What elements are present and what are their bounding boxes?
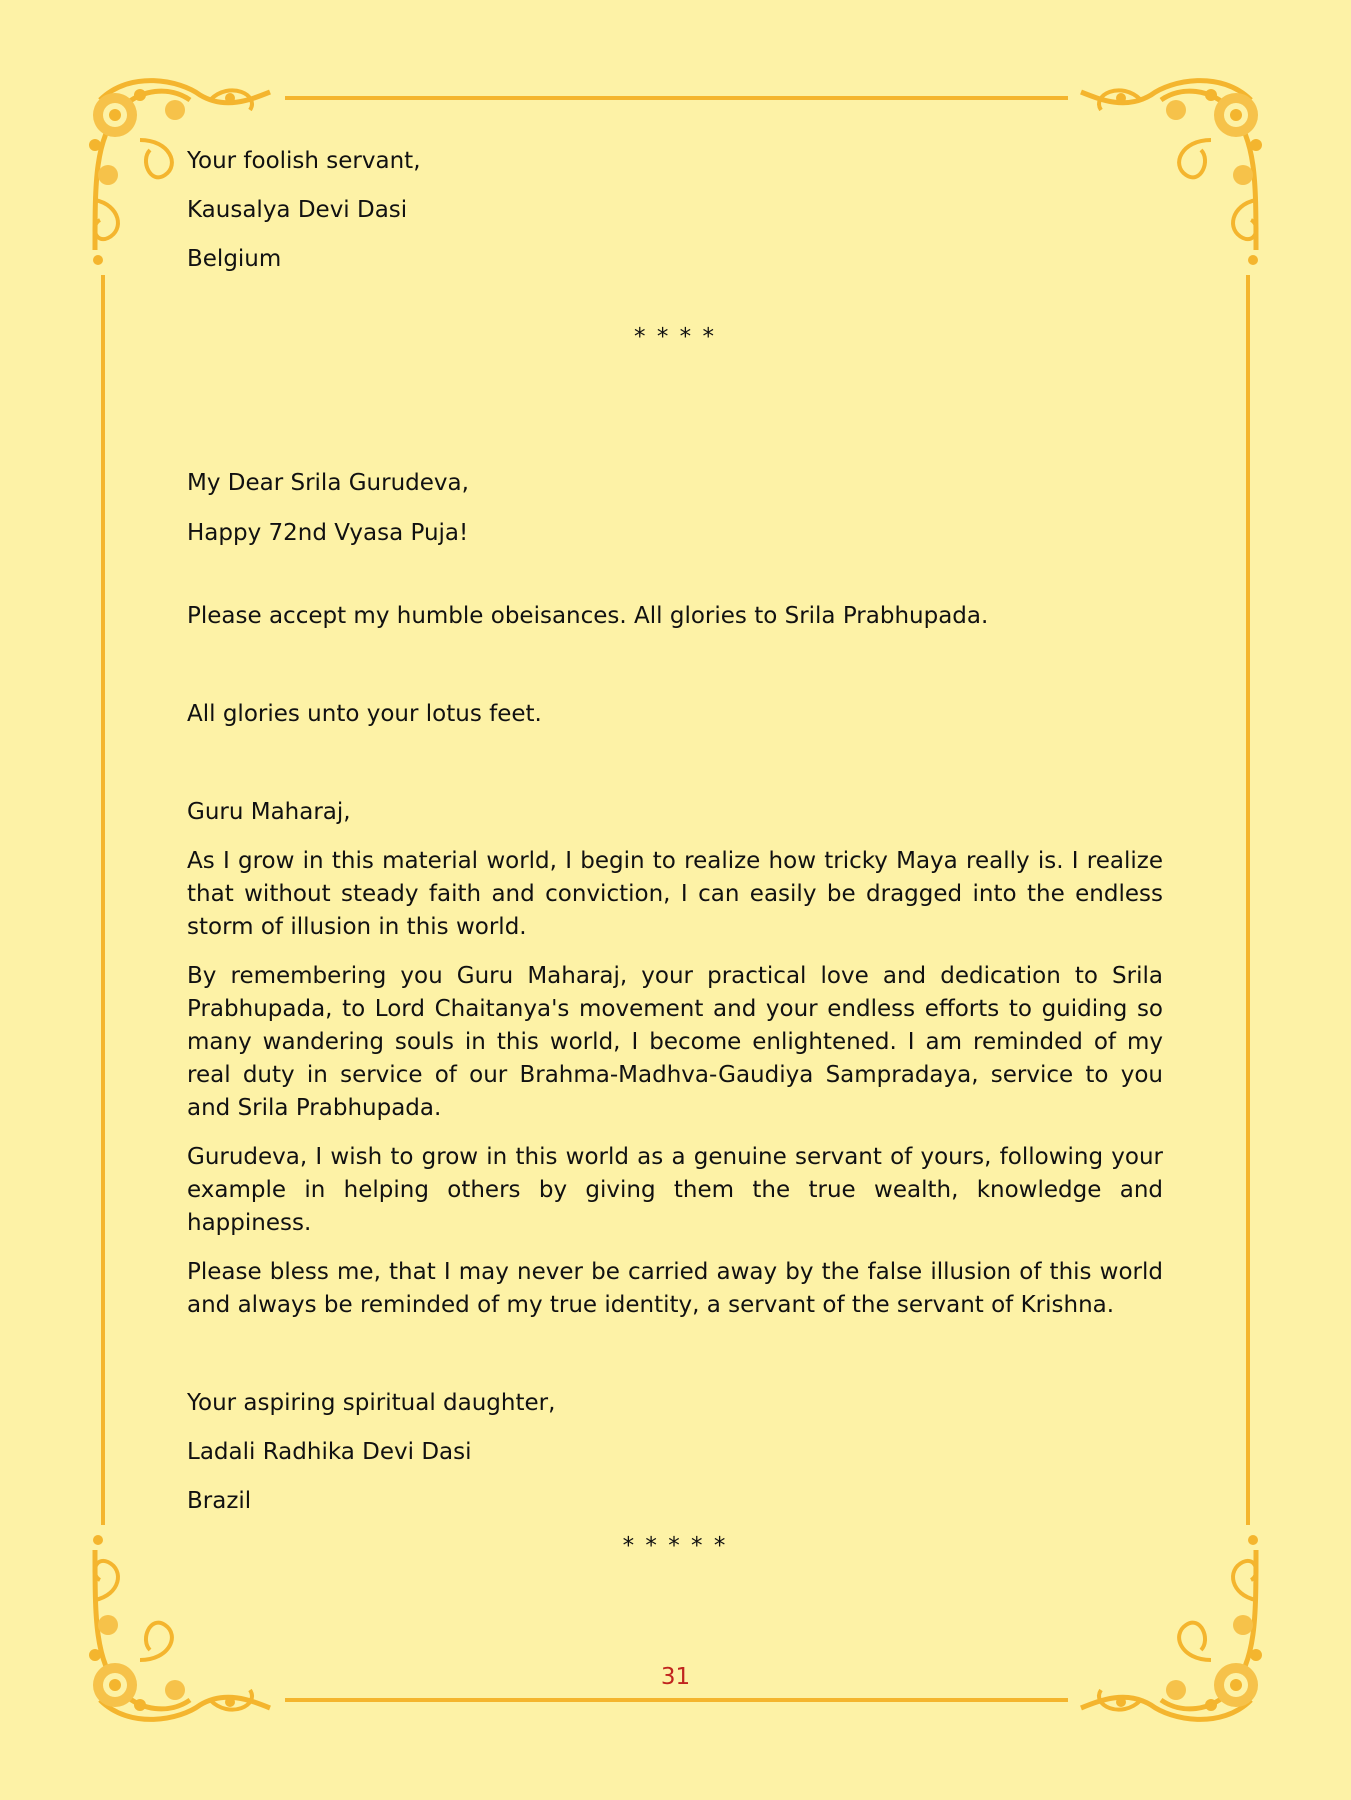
letter-country: Brazil xyxy=(187,1488,252,1514)
section-separator: * * * * xyxy=(634,324,716,350)
page-content xyxy=(187,145,1163,1563)
letter-paragraph: Gurudeva, I wish to grow in this world as a genuine servant of yours, following your example in helping others by giving them the true wealth, knowledge and happiness. xyxy=(187,1144,1163,1236)
previous-signature: Kausalya Devi Dasi xyxy=(187,197,408,223)
letter-closing: Your aspiring spiritual daughter, xyxy=(187,1390,556,1416)
letter-obeisances: Please accept my humble obeisances. All glories to Srila Prabhupada. xyxy=(187,603,989,629)
previous-closing-salutation: Your foolish servant, xyxy=(187,148,421,174)
previous-country: Belgium xyxy=(187,246,282,272)
letter-paragraph: As I grow in this material world, I begin to realize how tricky Maya really is. I realize that without steady faith and conviction, I can easily be dragged into the endless storm of illusion in this world. xyxy=(187,848,1163,940)
page-number: 31 xyxy=(660,1664,691,1690)
letter-greeting: My Dear Srila Gurudeva, xyxy=(187,470,469,496)
letter-signature: Ladali Radhika Devi Dasi xyxy=(187,1439,472,1465)
section-separator: * * * * * xyxy=(622,1533,728,1559)
letter-paragraph: By remembering you Guru Maharaj, your practical love and dedication to Srila Prabhupada, to Lord Chaitanya's movement and your endless efforts to guiding so many wandering souls in this world, I become enlightened. I am reminded of my real duty in service of our Brahma-Madhva-Gaudiya Sampradaya, service to you and Srila Prabhupada. xyxy=(187,963,1163,1121)
letter-address: Guru Maharaj, xyxy=(187,799,351,825)
letter-paragraph: Please bless me, that I may never be carried away by the false illusion of this world and always be reminded of my true identity, a servant of the servant of Krishna. xyxy=(187,1259,1163,1318)
letter-glories: All glories unto your lotus feet. xyxy=(187,701,542,727)
letter-wish: Happy 72nd Vyasa Puja! xyxy=(187,520,469,546)
